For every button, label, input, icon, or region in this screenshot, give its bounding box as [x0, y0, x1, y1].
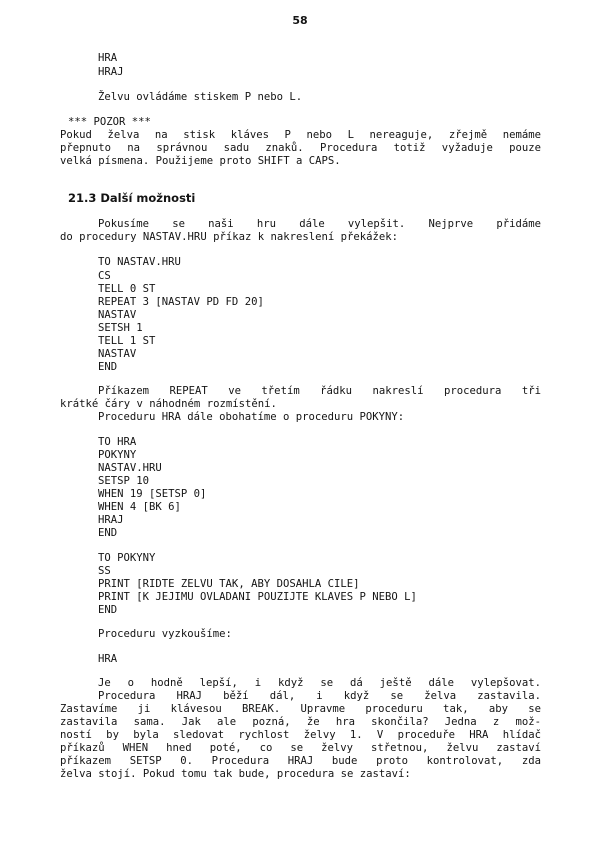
code-line: WHEN 4 [BK 6]: [98, 501, 181, 513]
code-line: END: [98, 604, 118, 616]
code-line: TO POKYNY: [98, 552, 156, 564]
code-line: HRAJ: [98, 66, 124, 78]
code-line: TO NASTAV.HRU: [98, 256, 181, 268]
paragraph-line: krátké čáry v náhodném rozmístění.: [60, 398, 277, 410]
code-line: HRA: [98, 653, 118, 665]
code-line: SETSP 10: [98, 475, 150, 487]
code-line: HRA: [98, 52, 118, 64]
page-number: 58: [292, 14, 308, 27]
code-line: SETSH 1: [98, 322, 143, 334]
paragraph-line: zastavila sama. Jak ale pozná, že hra skončila? Jedna z mož-: [60, 716, 541, 728]
section-heading: 21.3 Další možnosti: [68, 191, 196, 205]
paragraph-line: do procedury NASTAV.HRU příkaz k nakreslení překážek:: [60, 231, 399, 243]
paragraph-line: Procedura HRAJ běží dál, i když se želva zastavila.: [98, 690, 541, 702]
code-line: TELL 1 ST: [98, 335, 156, 347]
paragraph-line: ností by byla sledovat rychlost želvy 1. V proceduře HRA hlídač: [60, 729, 541, 741]
code-line: CS: [98, 270, 111, 282]
code-line: END: [98, 361, 118, 373]
code-line: SS: [98, 565, 111, 577]
paragraph-line: Proceduru HRA dále obohatíme o proceduru POKYNY:: [98, 411, 405, 423]
paragraph-line: Zastavíme ji klávesou BREAK. Upravme proceduru tak, aby se: [60, 703, 541, 715]
body-text: Želvu ovládáme stiskem P nebo L.: [98, 91, 303, 103]
paragraph-line: Proceduru vyzkoušíme:: [98, 628, 232, 640]
code-line: NASTAV: [98, 309, 137, 321]
code-line: TO HRA: [98, 436, 137, 448]
code-line: NASTAV.HRU: [98, 462, 162, 474]
warning-line: přepnuto na správnou sadu znaků. Procedura totiž vyžaduje pouze: [60, 142, 541, 154]
paragraph-line: želva stojí. Pokud tomu tak bude, procedura se zastaví:: [60, 768, 411, 780]
code-line: END: [98, 527, 118, 539]
code-line: PRINT [K JEJIMU OVLADANI POUZIJTE KLAVES P NEBO L]: [98, 591, 417, 603]
warning-line: Pokud želva na stisk kláves P nebo L nereaguje, zřejmě nemáme: [60, 129, 541, 141]
paragraph-line: Příkazem REPEAT ve třetím řádku nakreslí procedura tři: [98, 385, 541, 397]
code-line: HRAJ: [98, 514, 124, 526]
paragraph-line: Je o hodně lepší, i když se dá ještě dále vylepšovat.: [98, 677, 541, 689]
paragraph-line: Pokusíme se naši hru dále vylepšit. Nejprve přidáme: [98, 218, 541, 230]
code-line: NASTAV: [98, 348, 137, 360]
code-line: WHEN 19 [SETSP 0]: [98, 488, 207, 500]
code-line: TELL 0 ST: [98, 283, 156, 295]
paragraph-line: příkazů WHEN hned poté, co se želvy střetnou, želvu zastaví: [60, 742, 541, 754]
code-line: REPEAT 3 [NASTAV PD FD 20]: [98, 296, 264, 308]
code-line: POKYNY: [98, 449, 137, 461]
paragraph-line: příkazem SETSP 0. Procedura HRAJ bude proto kontrolovat, zda: [60, 755, 541, 767]
code-line: PRINT [RIDTE ZELVU TAK, ABY DOSAHLA CILE]: [98, 578, 360, 590]
warning-title: *** POZOR ***: [68, 116, 151, 128]
warning-line: velká písmena. Použijeme proto SHIFT a CAPS.: [60, 155, 341, 167]
